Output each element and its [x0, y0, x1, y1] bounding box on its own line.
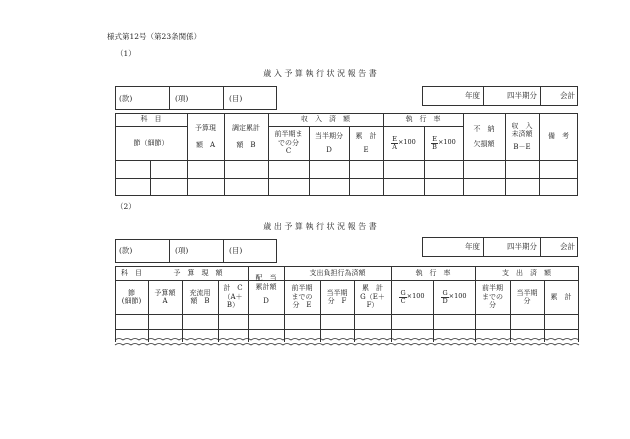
revenue-shihanki-label: 四半期分 — [507, 91, 537, 100]
revenue-col-rui-l2: E — [363, 146, 369, 154]
expense-col-zen-l1: 前半期 — [291, 284, 313, 293]
revenue-col-shunyu-sumi: 収 入 済 額 — [301, 115, 350, 124]
expense-col-haito-l3: D — [263, 297, 269, 306]
section2-number: （2） — [116, 202, 136, 211]
revenue-kou-label: (項) — [175, 94, 189, 103]
revenue-col-kamoku: 科 目 — [140, 115, 162, 124]
revenue-col-zen-l2: での分 — [278, 138, 299, 147]
revenue-col-gaku-b: 額 B — [236, 140, 256, 149]
expense-col-z2-l1: 前半期 — [482, 284, 503, 293]
revenue-col-zen-l3: C — [285, 147, 292, 156]
expense-col-kei-l2: （A＋ — [223, 292, 243, 301]
expense-col-haito-l2: 累計額 — [255, 282, 277, 291]
expense-kou-label: (項) — [175, 246, 189, 255]
expense-col-yosan-gen: 予 算 現 額 — [173, 268, 223, 277]
revenue-col-rui-l1: 累 計 — [355, 131, 377, 140]
revenue-col-misumi-l3: B－E — [513, 142, 531, 151]
section1-title: 歳 入 予 算 執 行 状 況 報 告 書 — [263, 69, 377, 78]
expense-col-k2: 累 計 — [550, 292, 572, 301]
expense-col-t2-l1: 当半期 — [516, 288, 538, 297]
revenue-rate-mul-1: ×100 — [397, 138, 416, 147]
expense-col-t2-l2: 分 — [523, 297, 531, 305]
expense-col-yosan-l1: 予算額 — [154, 288, 176, 297]
expense-col-rui-l2: G（E＋ — [360, 292, 385, 301]
expense-kan-label: (款) — [119, 246, 133, 255]
revenue-col-tou-l1: 当半期分 — [315, 131, 343, 140]
expense-col-kei-l3: B） — [226, 301, 240, 310]
expense-col-rui-l3: F） — [366, 301, 379, 310]
expense-col-kamoku: 科 目 — [121, 268, 142, 277]
expense-col-shikko: 執 行 率 — [415, 268, 451, 277]
revenue-col-funo-l1: 不 納 — [473, 125, 495, 134]
expense-moku-label: (目) — [229, 246, 243, 255]
revenue-col-gaku-a: 額 A — [195, 140, 216, 149]
revenue-col-setsu: 節（細節） — [133, 138, 169, 147]
expense-col-z2-l3: 分 — [489, 301, 496, 310]
revenue-col-misumi-l2: 未済額 — [511, 130, 533, 139]
section1-number: （1） — [116, 49, 136, 58]
expense-col-shishutsu-futan: 支出負担行為済額 — [309, 268, 366, 277]
expense-col-juryu-l1: 充流用 — [189, 288, 211, 297]
revenue-kaikei-label: 会計 — [560, 91, 575, 100]
expense-col-zen-l3: 分 E — [292, 301, 312, 310]
expense-col-shishutsu-sumi: 支 出 済 額 — [502, 268, 551, 277]
revenue-col-misumi-l1: 収 入 — [511, 121, 533, 130]
revenue-nendo-label: 年度 — [465, 91, 480, 100]
expense-kaikei-label: 会計 — [560, 242, 575, 251]
expense-col-setsu-l2: (細節) — [121, 297, 142, 305]
expense-shihanki-label: 四半期分 — [507, 242, 537, 251]
form-number: 様式第12号（第23条関係） — [107, 32, 202, 41]
expense-col-yosan-l2: A — [162, 297, 168, 305]
expense-nendo-label: 年度 — [465, 242, 480, 251]
revenue-rate-fraction-2: $\frac{E}{B}$ — [432, 135, 437, 151]
expense-category-box — [115, 239, 277, 263]
expense-col-haito-l1: 配 当 — [255, 274, 277, 283]
revenue-col-zen-l1: 前半期ま — [274, 130, 303, 139]
expense-col-z2-l2: までの — [482, 292, 503, 301]
revenue-rate-fraction-1: $\frac{E}{A}$ — [392, 135, 397, 151]
expense-rate-mul-2: ×100 — [448, 292, 467, 301]
expense-col-tou-l1: 当半期 — [326, 288, 348, 297]
revenue-rate-mul-2: ×100 — [437, 138, 456, 147]
revenue-col-chotei: 調定累計 — [232, 124, 260, 133]
revenue-col-yosan-gen: 予算現 — [195, 124, 216, 133]
expense-col-kei-l1: 計 C — [223, 284, 243, 293]
expense-col-tou-l2: 分 F — [327, 297, 347, 305]
revenue-col-biko: 備 考 — [548, 132, 569, 141]
section2-title: 歳 出 予 算 執 行 状 況 報 告 書 — [263, 222, 377, 231]
expense-rate-fraction-2: $\frac{G}{D}$ — [442, 289, 448, 305]
expense-col-setsu-l1: 節 — [128, 288, 135, 297]
revenue-category-box — [115, 86, 277, 110]
revenue-col-tou-l2: D — [326, 146, 332, 154]
expense-col-juryu-l2: 額 B — [190, 297, 210, 305]
revenue-kan-label: (款) — [119, 94, 133, 103]
revenue-col-funo-l2: 欠損額 — [473, 139, 495, 148]
expense-col-zen-l2: までの — [291, 292, 313, 301]
expense-col-rui-l1: 累 計 — [362, 284, 383, 293]
revenue-moku-label: (目) — [229, 94, 243, 103]
revenue-col-shikko: 執 行 率 — [405, 115, 441, 124]
table-break-wave — [114, 337, 580, 349]
expense-rate-fraction-1: $\frac{G}{C}$ — [400, 289, 406, 305]
expense-rate-mul-1: ×100 — [406, 292, 425, 301]
